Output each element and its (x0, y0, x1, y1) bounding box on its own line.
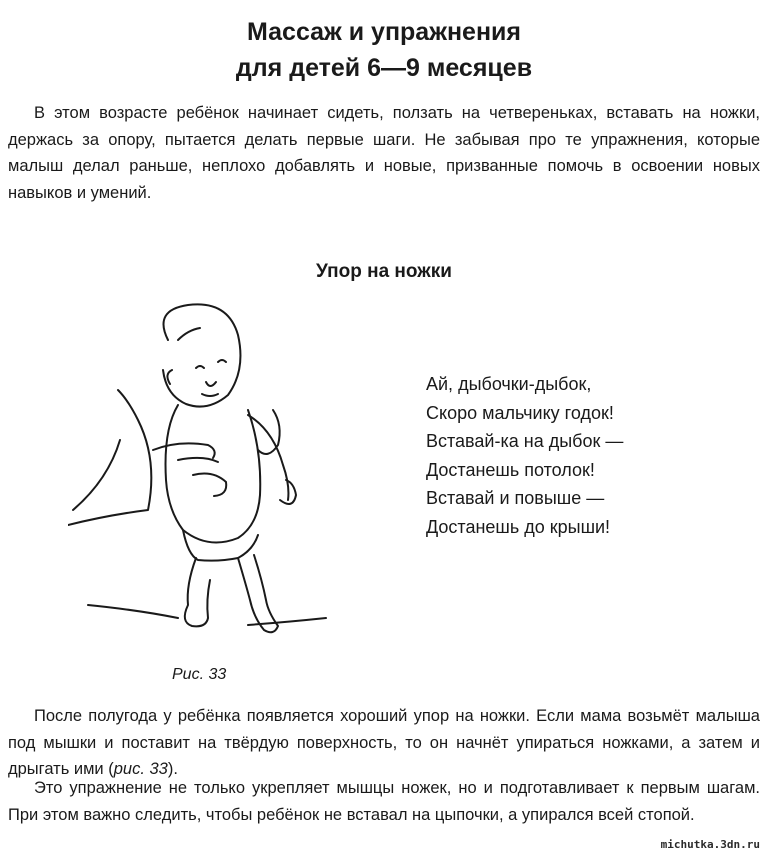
page-title (0, 14, 768, 86)
poem-line: Скоро мальчику годок! (426, 402, 614, 423)
poem-line: Достанешь потолок! (426, 459, 595, 480)
body-paragraph-1-end: ). (167, 760, 178, 778)
body-paragraph-1-text: После полугода у ребёнка появляется хороший упор на ножки. Если мама возьмёт малыша под мышки и поставит на твёрдую поверхность, то он начнёт упираться ножками, а затем и дрыгать ими ( (8, 707, 760, 778)
figure-caption: Рис. 33 (172, 666, 227, 683)
figure-reference: рис. 33 (113, 760, 168, 778)
poem-line: Ай, дыбочки-дыбок, (426, 374, 592, 394)
intro-paragraph: В этом возрасте ребёнок начинает сидеть, ползать на четвереньках, вставать на ножки, держась за опору, пытается делать первые шаги. Не забывая про те упражнения, которые малыш делал раньше, неплохо добавлять и новые, призванные помочь в освоении новых навыков и умений. (8, 104, 760, 202)
page-title-line-1: Массаж и упражнения (247, 18, 521, 46)
poem-line: Вставай и повыше — (426, 488, 605, 509)
watermark: michutka.3dn.ru (660, 838, 760, 851)
section-title: Упор на ножки (316, 261, 452, 282)
poem (426, 370, 623, 542)
poem-line: Вставай-ка на дыбок — (426, 431, 624, 452)
baby-standing-illustration (68, 300, 338, 660)
body-paragraph-1 (8, 703, 760, 783)
body-paragraph-2: Это упражнение не только укрепляет мышцы ножек, но и подготавливает к первым шагам. При этом важно следить, чтобы ребёнок не вставал на цыпочки, а упирался всей стопой. (8, 779, 760, 824)
page-title-line-2: для детей 6—9 месяцев (235, 54, 533, 82)
poem-line: Достанешь до крыши! (426, 516, 611, 537)
